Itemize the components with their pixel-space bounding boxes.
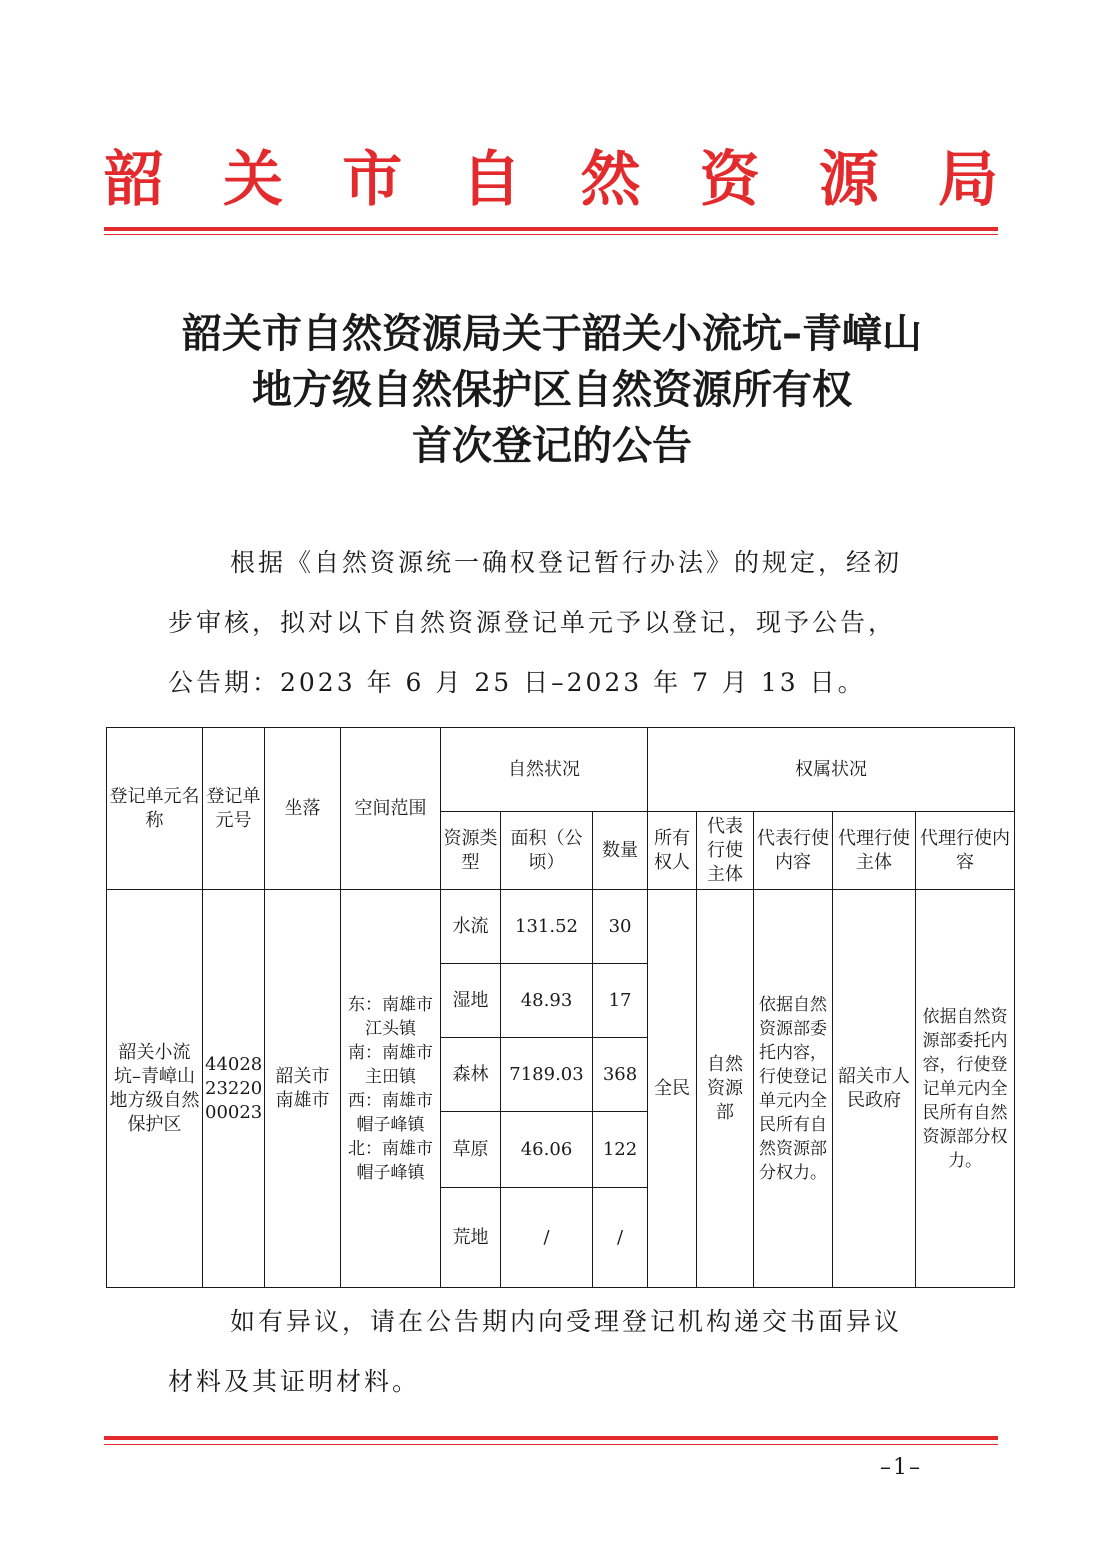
cell-resource-type: 森林	[441, 1038, 501, 1112]
registration-table	[106, 727, 1015, 1288]
unit-no-line: 23220	[205, 1077, 263, 1099]
cell-area: 48.93	[501, 964, 593, 1038]
header-agent-subject: 代理行使主体	[833, 812, 916, 890]
header-ownership: 权属状况	[648, 728, 1015, 812]
extent-line: 西：南雄市帽子峰镇	[348, 1090, 433, 1135]
cell-resource-type: 湿地	[441, 964, 501, 1038]
paragraph-line: 材料及其证明材料。	[168, 1367, 421, 1396]
footer-rule-thick	[104, 1436, 998, 1440]
document-title	[110, 306, 994, 474]
cell-agent-subject: 韶关市人民政府	[833, 890, 916, 1288]
header-owner: 所有权人	[648, 812, 697, 890]
header-extent: 空间范围	[341, 728, 441, 890]
agency-char: 局	[937, 145, 998, 215]
cell-area: 46.06	[501, 1112, 593, 1188]
header-count: 数量	[593, 812, 648, 890]
cell-area: 7189.03	[501, 1038, 593, 1112]
agency-char: 源	[818, 145, 879, 215]
paragraph-line: 根据《自然资源统一确权登记暂行办法》的规定，经初	[230, 548, 903, 577]
cell-agent-content: 依据自然资源部委托内容，行使登记单元内全民所有自然资源部分权力。	[916, 890, 1015, 1288]
title-line: 地方级自然保护区自然资源所有权	[252, 367, 852, 413]
agency-masthead	[104, 140, 998, 220]
masthead-rule-thick	[104, 227, 998, 231]
intro-paragraph	[168, 533, 948, 713]
cell-location: 韶关市南雄市	[265, 890, 341, 1288]
paragraph-line: 公告期：2023 年 6 月 25 日–2023 年 7 月 13 日。	[168, 668, 866, 697]
cell-resource-type: 水流	[441, 890, 501, 964]
cell-count: 368	[593, 1038, 648, 1112]
extent-line: 南：南雄市主田镇	[348, 1042, 433, 1087]
paragraph-line: 如有异议，请在公告期内向受理登记机构递交书面异议	[230, 1307, 903, 1336]
cell-count: 17	[593, 964, 648, 1038]
header-agent-content: 代理行使内容	[916, 812, 1015, 890]
header-unit-name: 登记单元名称	[107, 728, 203, 890]
agency-char: 资	[699, 145, 760, 215]
agency-char: 关	[223, 145, 284, 215]
unit-no-line: 00023	[205, 1101, 263, 1123]
unit-no-line: 44028	[205, 1053, 263, 1075]
cell-rep-content: 依据自然资源部委托内容，行使登记单元内全民所有自然资源部分权力。	[754, 890, 833, 1288]
cell-rep-subject: 自然资源部	[697, 890, 754, 1288]
header-area: 面积（公顷）	[501, 812, 593, 890]
header-rep-subject: 代表行使主体	[697, 812, 754, 890]
cell-count: /	[593, 1188, 648, 1288]
agency-char: 市	[342, 145, 403, 215]
cell-owner: 全民	[648, 890, 697, 1288]
cell-unit-no	[203, 890, 265, 1288]
cell-resource-type: 草原	[441, 1112, 501, 1188]
agency-char: 自	[461, 145, 522, 215]
masthead-rule-thin	[104, 234, 998, 235]
title-line: 首次登记的公告	[412, 423, 692, 469]
header-resource-type: 资源类型	[441, 812, 501, 890]
header-rep-content: 代表行使内容	[754, 812, 833, 890]
cell-extent	[341, 890, 441, 1288]
paragraph-line: 步审核，拟对以下自然资源登记单元予以登记，现予公告，	[168, 608, 897, 637]
cell-area: /	[501, 1188, 593, 1288]
header-natural: 自然状况	[441, 728, 648, 812]
cell-area: 131.52	[501, 890, 593, 964]
closing-paragraph	[168, 1292, 948, 1412]
extent-line: 北：南雄市帽子峰镇	[348, 1138, 433, 1183]
agency-char: 韶	[104, 145, 164, 215]
footer-rule-thin	[104, 1444, 998, 1445]
header-location: 坐落	[265, 728, 341, 890]
extent-line: 东：南雄市江头镇	[348, 994, 433, 1039]
title-line: 韶关市自然资源局关于韶关小流坑–青嶂山	[182, 311, 922, 357]
cell-count: 30	[593, 890, 648, 964]
cell-count: 122	[593, 1112, 648, 1188]
cell-resource-type: 荒地	[441, 1188, 501, 1288]
header-unit-no: 登记单元号	[203, 728, 265, 890]
page-number: –1–	[880, 1455, 922, 1480]
cell-unit-name: 韶关小流坑–青嶂山地方级自然保护区	[107, 890, 203, 1288]
agency-char: 然	[580, 145, 641, 215]
